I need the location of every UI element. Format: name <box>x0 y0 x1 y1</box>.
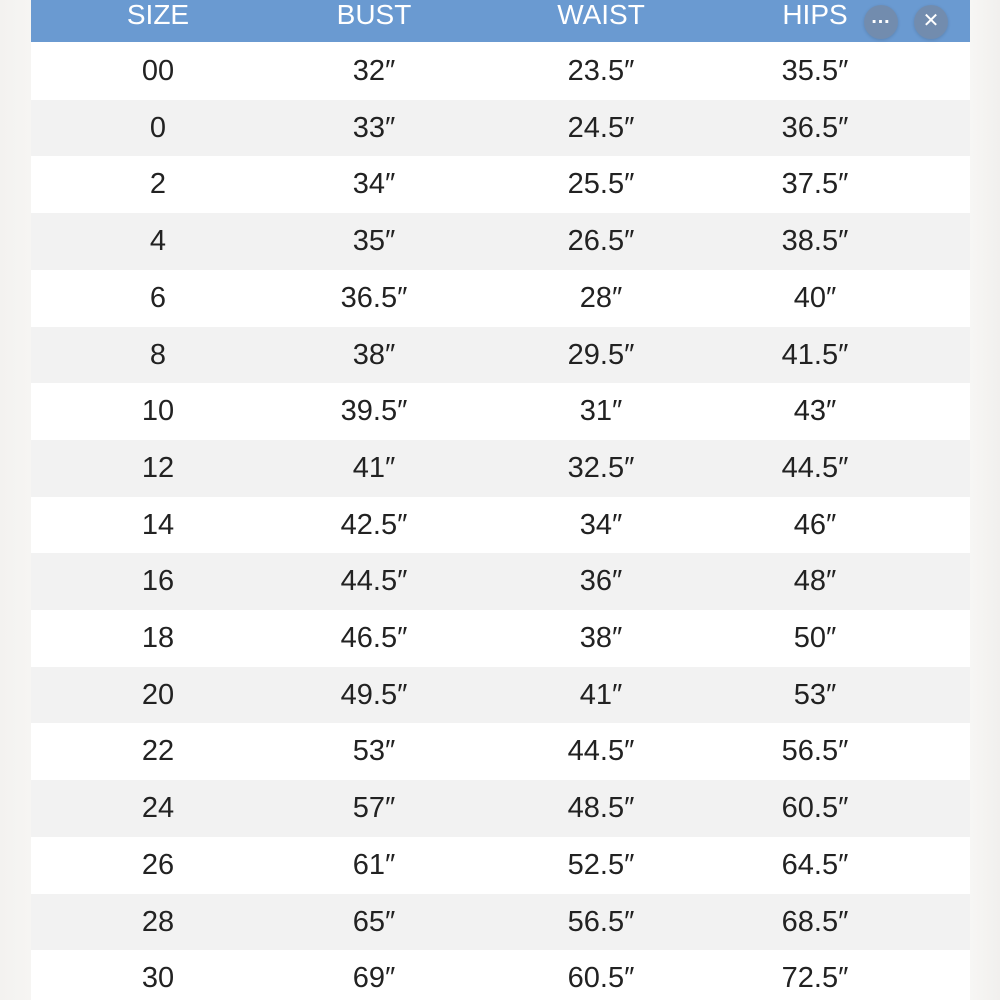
cell-hips: 50″ <box>793 622 837 654</box>
column-header-waist: WAIST <box>557 0 645 30</box>
cell-bust: 44.5″ <box>340 565 408 598</box>
cell-waist: 41″ <box>579 678 623 711</box>
close-button[interactable] <box>914 5 948 39</box>
cell-waist: 60.5″ <box>567 962 635 995</box>
cell-size: 26 <box>141 848 175 881</box>
cell-size: 12 <box>141 451 175 484</box>
cell-hips: 46″ <box>793 508 837 541</box>
cell-waist: 38″ <box>579 622 623 654</box>
cell-size: 2 <box>149 168 167 201</box>
cell-waist: 26.5″ <box>567 225 635 258</box>
table-row <box>31 950 970 1000</box>
cell-hips: 38.5″ <box>781 225 849 258</box>
table-row <box>31 497 970 554</box>
cell-bust: 32″ <box>352 55 396 87</box>
cell-hips: 53″ <box>793 678 837 711</box>
table-row <box>31 610 970 667</box>
cell-size: 8 <box>149 338 167 371</box>
cell-bust: 65″ <box>352 905 396 938</box>
cell-bust: 36.5″ <box>340 281 408 314</box>
cell-bust: 41″ <box>352 451 396 484</box>
cell-waist: 24.5″ <box>567 111 635 144</box>
table-row <box>31 43 970 100</box>
cell-waist: 32.5″ <box>567 451 635 484</box>
cell-size: 16 <box>141 565 175 598</box>
cell-hips: 35.5″ <box>781 55 849 87</box>
cell-size: 0 <box>149 111 167 144</box>
cell-bust: 53″ <box>352 735 396 768</box>
cell-waist: 56.5″ <box>567 905 635 938</box>
cell-hips: 43″ <box>793 395 837 428</box>
cell-waist: 29.5″ <box>567 338 635 371</box>
table-row <box>31 156 970 213</box>
cell-waist: 48.5″ <box>567 792 635 825</box>
cell-size: 00 <box>141 55 175 87</box>
cell-waist: 44.5″ <box>567 735 635 768</box>
cell-size: 14 <box>141 508 175 541</box>
column-header-size: SIZE <box>126 0 190 30</box>
table-row <box>31 780 970 837</box>
table-row <box>31 553 970 610</box>
cell-bust: 33″ <box>352 111 396 144</box>
cell-hips: 41.5″ <box>781 338 849 371</box>
cell-hips: 44.5″ <box>781 451 849 484</box>
cell-waist: 28″ <box>579 281 623 314</box>
table-row <box>31 327 970 384</box>
table-row <box>31 723 970 780</box>
cell-size: 20 <box>141 678 175 711</box>
cell-hips: 68.5″ <box>781 905 849 938</box>
cell-bust: 38″ <box>352 338 396 371</box>
size-chart-table <box>31 0 970 1000</box>
cell-hips: 56.5″ <box>781 735 849 768</box>
close-icon: ✕ <box>922 10 940 32</box>
table-row <box>31 100 970 157</box>
table-row <box>31 667 970 724</box>
table-header <box>31 0 970 42</box>
table-row <box>31 213 970 270</box>
cell-hips: 40″ <box>793 281 837 314</box>
table-row <box>31 837 970 894</box>
cell-bust: 69″ <box>352 962 396 995</box>
cell-hips: 48″ <box>793 565 837 598</box>
column-header-bust: BUST <box>336 0 412 30</box>
cell-size: 28 <box>141 905 175 938</box>
cell-size: 10 <box>141 395 175 428</box>
cell-hips: 72.5″ <box>781 962 849 995</box>
cell-waist: 31″ <box>579 395 623 428</box>
cell-hips: 60.5″ <box>781 792 849 825</box>
table-row <box>31 270 970 327</box>
column-header-hips: HIPS <box>782 0 848 30</box>
cell-waist: 23.5″ <box>567 55 635 87</box>
more-options-button[interactable] <box>864 5 898 39</box>
cell-hips: 64.5″ <box>781 848 849 881</box>
cell-bust: 57″ <box>352 792 396 825</box>
cell-waist: 25.5″ <box>567 168 635 201</box>
table-row <box>31 383 970 440</box>
cell-bust: 61″ <box>352 848 396 881</box>
cell-bust: 35″ <box>352 225 396 258</box>
cell-size: 18 <box>141 622 175 654</box>
cell-size: 30 <box>141 962 175 995</box>
cell-bust: 49.5″ <box>340 678 408 711</box>
cell-hips: 37.5″ <box>781 168 849 201</box>
cell-size: 6 <box>149 281 167 314</box>
cell-waist: 34″ <box>579 508 623 541</box>
cell-bust: 34″ <box>352 168 396 201</box>
cell-size: 22 <box>141 735 175 768</box>
table-row <box>31 440 970 497</box>
cell-hips: 36.5″ <box>781 111 849 144</box>
table-row <box>31 894 970 951</box>
cell-waist: 36″ <box>579 565 623 598</box>
cell-size: 4 <box>149 225 167 258</box>
cell-size: 24 <box>141 792 175 825</box>
cell-bust: 46.5″ <box>340 622 408 654</box>
cell-waist: 52.5″ <box>567 848 635 881</box>
cell-bust: 42.5″ <box>340 508 408 541</box>
cell-bust: 39.5″ <box>340 395 408 428</box>
ellipsis-icon: … <box>870 6 892 28</box>
